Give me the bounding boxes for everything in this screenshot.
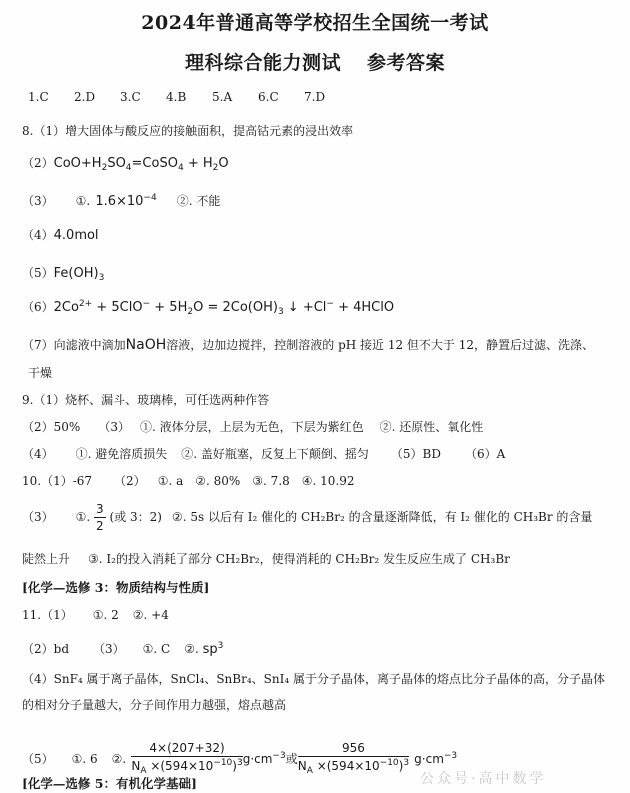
q10-part2-choice2: ②. 80%: [195, 474, 241, 488]
q10-part3-line2: [22, 550, 630, 567]
q11-part2-3: [22, 640, 630, 657]
q11-part5-choice1: ①. 6: [71, 752, 98, 766]
q11-hybridization: $sp^3$: [202, 641, 224, 657]
q9-part2-3: [22, 418, 630, 435]
q9-part2: （2）50%: [22, 420, 81, 434]
mc-answer: 4.B: [166, 90, 187, 104]
page-title: 2024年普通高等学校招生全国统一考试: [141, 12, 489, 34]
q10-part2-label: （2）: [114, 474, 146, 488]
q10-part3-continued: 陡然上升: [22, 552, 71, 566]
q8-part6: [22, 296, 630, 317]
multiple-choice-answers: [28, 90, 630, 104]
q11-part2: （2）bd: [22, 642, 69, 656]
q8-part5-formula: $Fe(OH)_3$: [53, 266, 105, 283]
q8-part6-label: （6）: [22, 300, 54, 314]
q10-part3-choice1-suffix: (或 3：2): [109, 510, 162, 524]
q8-part5-label: （5）: [22, 266, 54, 280]
subtitle-part-b: 参考答案: [367, 52, 446, 74]
q8-part4-value: 4.0mol: [53, 228, 99, 243]
q8-part7-text: 溶液，边加边搅拌，控制溶液的 pH 接近 12 但不大于 12，静置后过滤、洗涤、: [166, 338, 595, 352]
mc-answer: 5.A: [212, 90, 233, 104]
q11-part1-label: 11.（1）: [22, 608, 73, 622]
q11-part1-choice1: ①. 2: [92, 608, 119, 622]
q9-part4-choice1: ①. 避免溶质损失: [75, 447, 168, 461]
q8-part3-label: （3）: [22, 194, 54, 208]
mc-answer: 3.C: [120, 90, 141, 104]
watermark: 公众号·高中数学: [420, 771, 547, 787]
q8-part1: 8.（1）增大固体与酸反应的接触面积，提高钴元素的浸出效率: [22, 124, 354, 138]
q8-part7-reagent: NaOH: [125, 337, 167, 353]
q11-part3-choice2: ②.: [184, 642, 199, 656]
q9-part3-choice2: ②. 还原性、氧化性: [379, 420, 484, 434]
q11-part5-choice2: ②.: [111, 752, 127, 766]
q10-fraction: [94, 502, 106, 533]
q11-part1: [22, 606, 630, 623]
q8-part2: [22, 152, 630, 173]
q9-part4-label: （4）: [22, 447, 54, 461]
q8-part3: [22, 190, 630, 209]
q8-part7-continued: 干燥: [28, 366, 53, 380]
q11-density-numerator-1: 4×(207+32): [131, 741, 242, 757]
q9-part4-choice2: ②. 盖好瓶塞，反复上下颠倒、摇匀: [181, 447, 369, 461]
q10-part1-2: [22, 472, 630, 489]
q8-part7-label: （7）向滤液中滴加: [22, 338, 126, 352]
q11-part1-choice2: ②. +4: [132, 608, 169, 622]
q11-density-denominator-2: $N_A \times(594\times 10^{-10})^3$: [297, 758, 410, 776]
q10-part3-choice3: ③. I₂的投入消耗了部分 CH₂Br₂，使得消耗的 CH₂Br₂ 发生反应生成了 CH₃Br: [88, 552, 510, 566]
q11-density-numerator-2: 956: [298, 741, 409, 757]
q10-part1: 10.（1）-67: [22, 474, 93, 488]
q10-part3-label: （3）: [22, 510, 54, 524]
q10-fraction-denominator: 2: [96, 519, 104, 533]
mc-answer: 6.C: [258, 90, 279, 104]
q11-density-fraction-2: [298, 741, 409, 776]
page-subtitle: [0, 48, 630, 75]
mc-answer: 2.D: [74, 90, 96, 104]
q8-part4: [22, 224, 630, 243]
q10-fraction-numerator: 3: [96, 502, 104, 516]
q11-part4-line1: （4）SnF₄ 属于离子晶体，SnCl₄、SnBr₄、SnI₄ 属于分子晶体，离子晶体的熔点比分子晶体的高，分子晶体: [22, 672, 605, 686]
section-header-elective-5: [化学—选修 5：有机化学基础]: [22, 776, 197, 791]
q10-part3-choice2: ②. 5s 以后有 I₂ 催化的 CH₂Br₂ 的含量逐渐降低，有 I₂ 催化的 CH₃Br 的含量: [171, 510, 593, 524]
mc-answer: 1.C: [28, 90, 49, 104]
q10-part3-choice1-prefix: ①.: [75, 510, 91, 524]
q9-part4-6: [22, 445, 630, 462]
q8-part3-value: $1.6\times 10^{-4}$: [95, 193, 157, 209]
q8-part6-equation: $2Co^{2+} + 5ClO^- + 5H_2O = 2Co(OH)_3$ ↓ +Cl− + 4HClO: [53, 299, 395, 317]
q11-density-fraction-1: [131, 741, 242, 776]
q11-part4-line2: 的相对分子量越大，分子间作用力越强，熔点越高: [22, 698, 287, 712]
q9-part6: （6）A: [465, 447, 506, 461]
q11-density-unit-1: $g\cdot cm^{-3}$: [242, 751, 286, 766]
q11-part5-label: （5）: [22, 752, 54, 766]
q11-part3-label: （3）: [93, 642, 125, 656]
q10-part2-choice1: ①. a: [157, 474, 184, 488]
q11-density-unit-2: $g\cdot cm^{-3}$: [414, 751, 458, 766]
q11-part3-choice1: ①. C: [142, 642, 171, 656]
q9-part5: （5）BD: [390, 447, 441, 461]
q10-part2-choice4: ④. 10.92: [301, 474, 355, 488]
q8-part3-choice2: ②. 不能: [176, 194, 221, 208]
q9-part3-choice1: ①. 液体分层，上层为无色，下层为紫红色: [139, 420, 364, 434]
q8-part2-equation: $CoO+H_2SO_4=CoSO_4 + H_2O$: [53, 156, 229, 173]
section-header-elective-3: [化学—选修 3：物质结构与性质]: [22, 580, 210, 595]
q11-or-text: 或: [285, 752, 298, 766]
q8-part4-label: （4）: [22, 228, 54, 242]
q8-part3-choice1: ①.: [75, 194, 91, 208]
q8-part2-label: （2）: [22, 156, 54, 170]
q11-density-denominator-1: $N_A \times(594\times 10^{-10})^3$: [131, 758, 243, 776]
q10-part2-choice3: ③. 7.8: [252, 474, 290, 488]
mc-answer: 7.D: [304, 90, 326, 104]
q10-part3: [22, 502, 630, 533]
q8-part5: [22, 262, 630, 283]
q8-part7: [22, 334, 630, 353]
subtitle-part-a: 理科综合能力测试: [184, 52, 341, 74]
q9-part1: 9.（1）烧杯、漏斗、玻璃棒，可任选两种作答: [22, 393, 270, 407]
q9-part3-label: （3）: [98, 420, 130, 434]
